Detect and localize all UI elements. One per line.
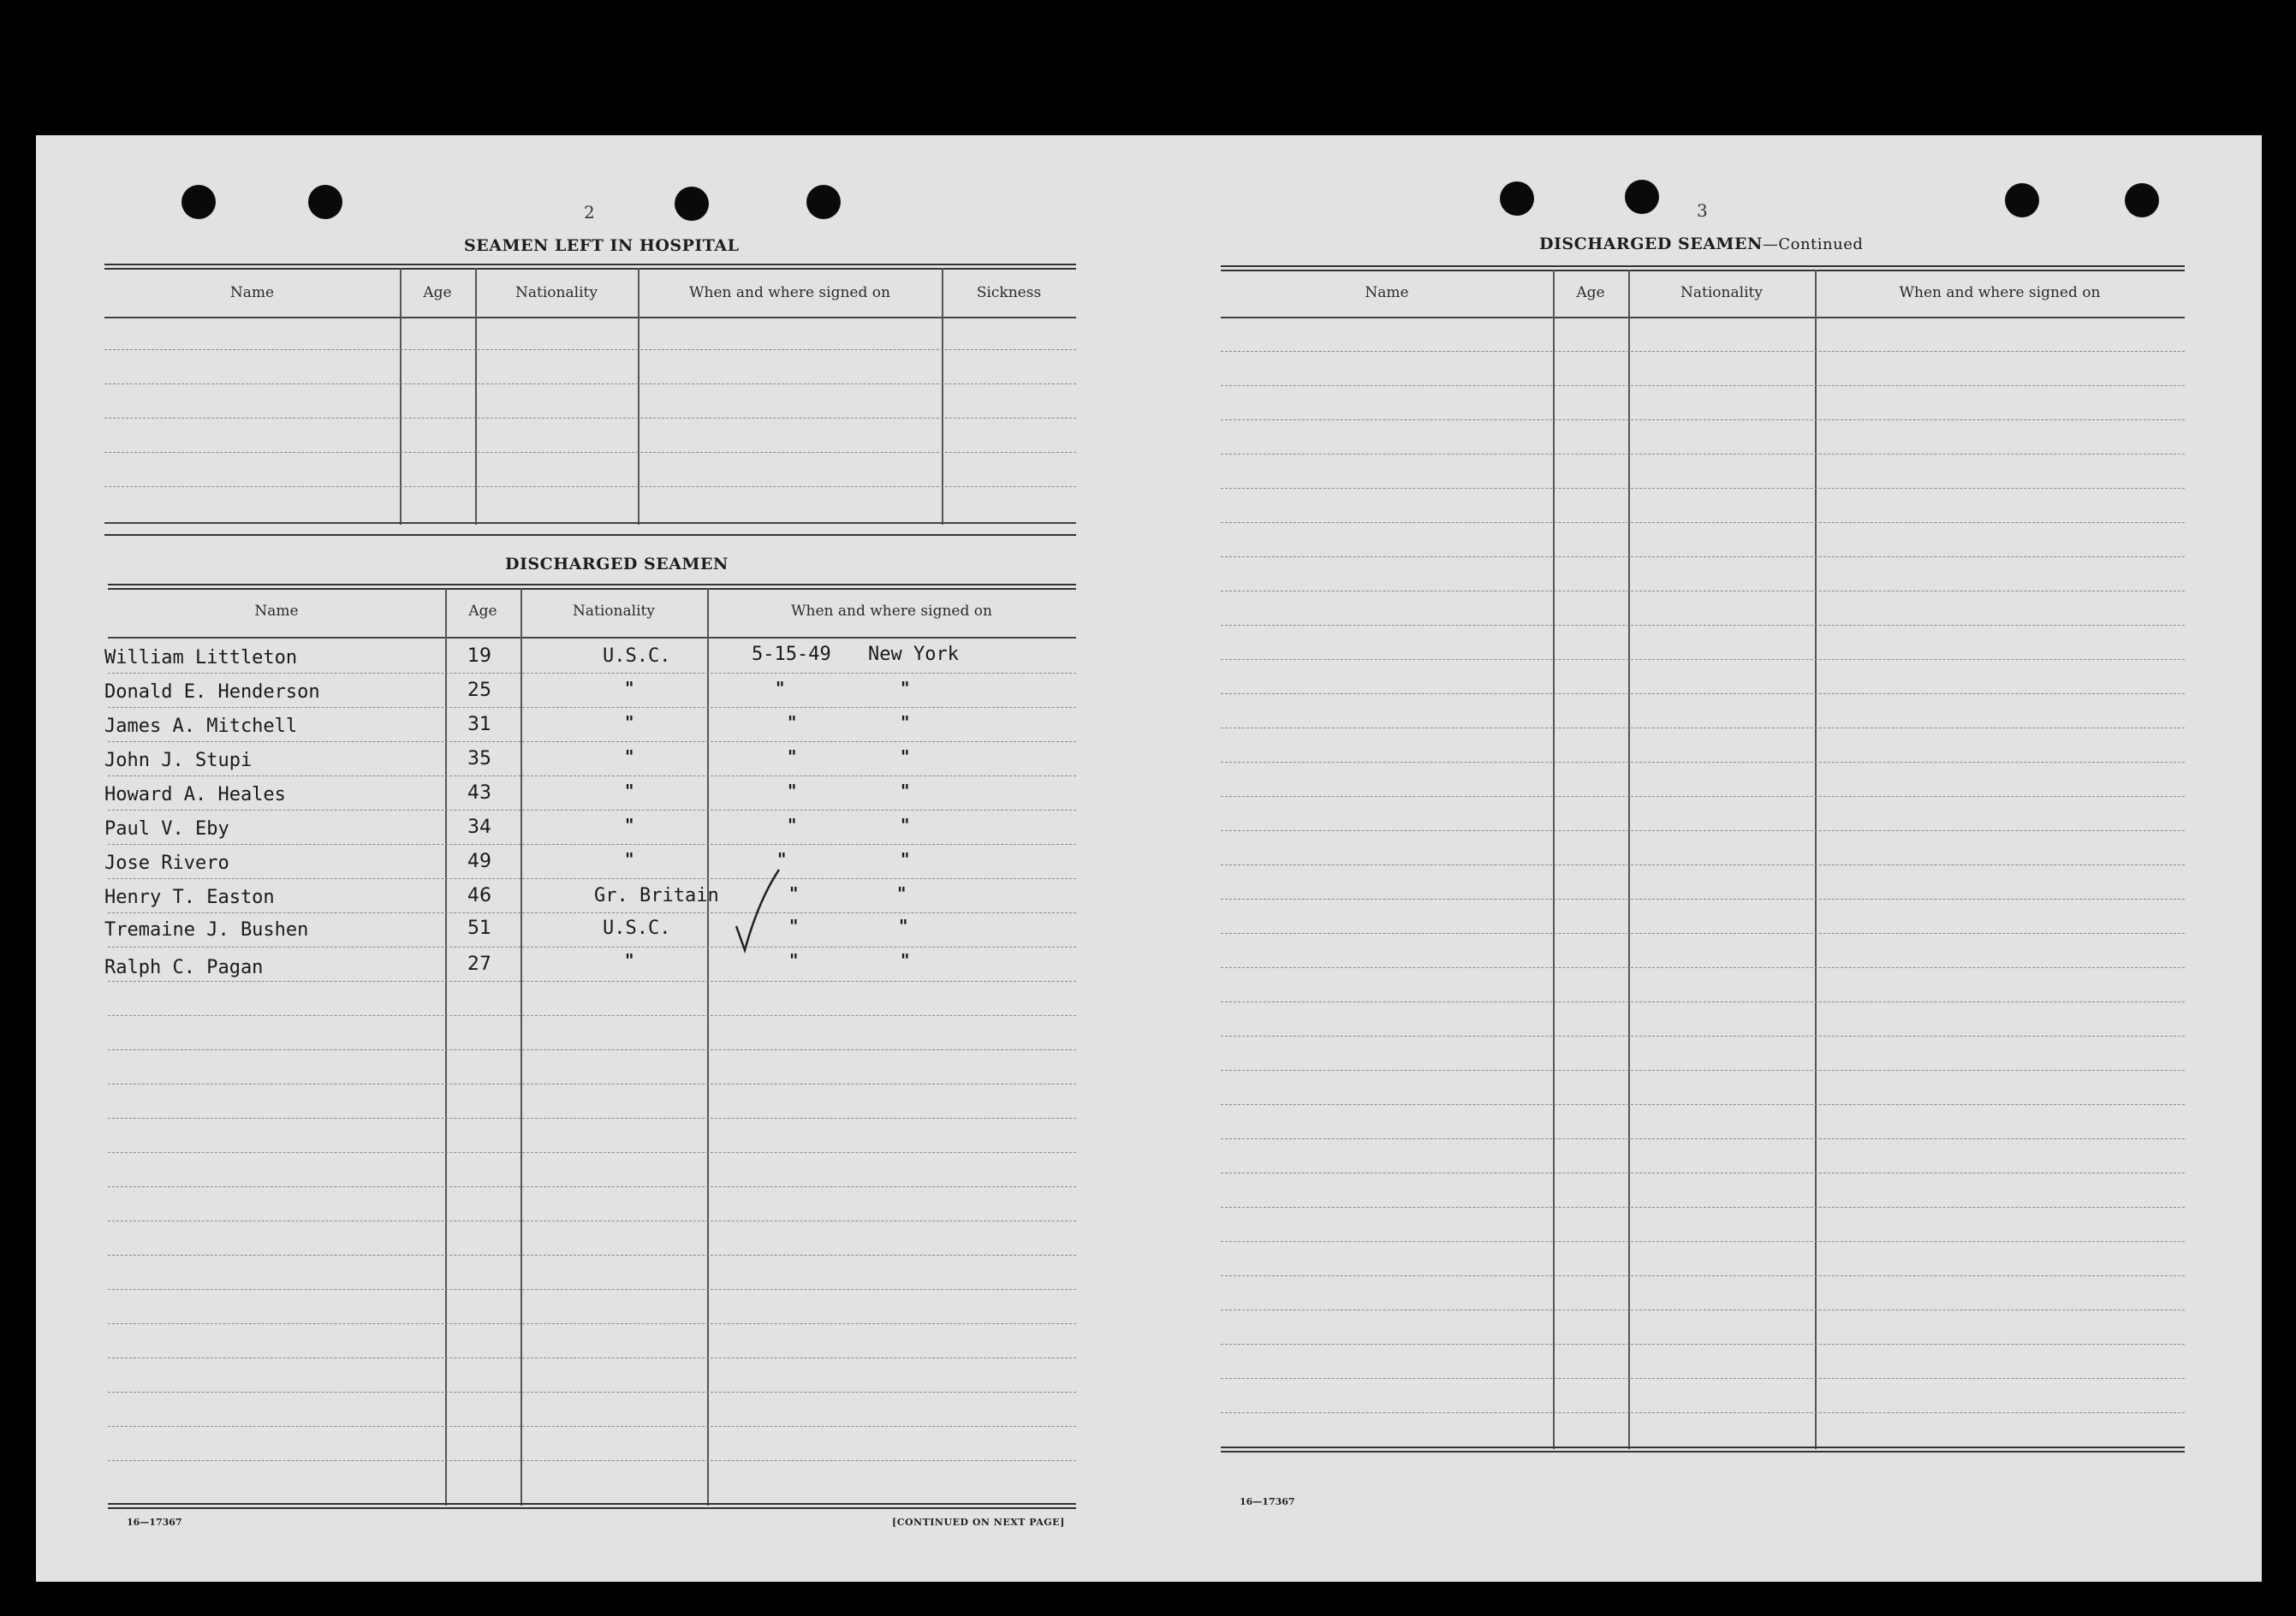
page-number: 3	[1697, 200, 1708, 221]
signed-on-date: "	[776, 678, 785, 698]
seaman-age: 25	[467, 680, 491, 701]
seaman-nationality: "	[625, 712, 634, 733]
title-main: DISCHARGED SEAMEN	[1539, 235, 1763, 253]
discharged-header-name: Name	[254, 603, 299, 620]
seaman-age: 34	[467, 817, 491, 838]
punch-hole	[308, 185, 342, 219]
hospital-header-signed-on: When and where signed on	[689, 284, 890, 301]
discharged-header-age: Age	[468, 603, 497, 620]
signed-on-place: "	[901, 781, 910, 801]
seaman-nationality: "	[625, 950, 634, 971]
seaman-age: 31	[467, 714, 491, 735]
seaman-age: 43	[467, 782, 491, 804]
title-continued: —Continued	[1762, 235, 1864, 253]
seaman-name: John J. Stupi	[104, 750, 253, 771]
seaman-name: Paul V. Eby	[104, 818, 229, 840]
signed-on-place: "	[901, 712, 910, 733]
signed-on-place: "	[901, 815, 910, 835]
discharged-table	[104, 584, 1076, 1525]
seaman-name: James A. Mitchell	[104, 716, 298, 737]
discharged-header-signed-on: When and where signed on	[791, 603, 992, 620]
signed-on-date: "	[788, 746, 797, 767]
seaman-name: Donald E. Henderson	[104, 681, 320, 703]
signed-on-date: "	[788, 712, 797, 733]
seaman-name: Jose Rivero	[104, 853, 229, 874]
seaman-age: 49	[467, 851, 491, 872]
seaman-nationality: Gr. Britain	[594, 885, 719, 906]
seaman-name: Tremaine J. Bushen	[104, 919, 309, 941]
seaman-name: William Littleton	[104, 647, 298, 668]
signed-on-date: 5-15-49	[752, 644, 831, 665]
page-3	[1149, 135, 2262, 1582]
seaman-nationality: "	[625, 746, 634, 767]
signed-on-place: "	[901, 849, 910, 870]
discharged-continued-table	[1221, 265, 2185, 1455]
cont-header-age: Age	[1576, 284, 1605, 301]
cont-header-nationality: Nationality	[1680, 284, 1763, 301]
hospital-header-sickness: Sickness	[976, 284, 1042, 301]
page-number: 2	[584, 202, 595, 223]
continued-note: [CONTINUED ON NEXT PAGE]	[892, 1517, 1065, 1528]
punch-hole	[2125, 183, 2159, 217]
seaman-nationality: "	[625, 849, 634, 870]
seaman-nationality: "	[625, 678, 634, 698]
punch-hole	[2005, 183, 2039, 217]
signed-on-place: "	[897, 883, 907, 904]
cont-header-name: Name	[1365, 284, 1409, 301]
signed-on-place: "	[901, 678, 910, 698]
seaman-nationality: U.S.C.	[603, 918, 671, 939]
check-mark-icon	[733, 866, 784, 960]
signed-on-date: "	[788, 815, 797, 835]
hospital-header-age: Age	[423, 284, 452, 301]
seaman-name: Ralph C. Pagan	[104, 957, 264, 978]
signed-on-place: "	[899, 916, 908, 936]
seaman-age: 27	[467, 954, 491, 975]
seaman-age: 46	[467, 885, 491, 906]
form-number: 16—17367	[1240, 1496, 1295, 1507]
seaman-age: 19	[467, 645, 491, 667]
hospital-section-title: SEAMEN LEFT IN HOSPITAL	[464, 236, 740, 255]
seaman-name: Henry T. Easton	[104, 887, 275, 908]
seaman-nationality: "	[625, 815, 634, 835]
discharged-header-nationality: Nationality	[573, 603, 655, 620]
signed-on-place: New York	[868, 644, 959, 665]
punch-hole	[181, 185, 216, 219]
seaman-nationality: U.S.C.	[603, 645, 671, 667]
signed-on-place: "	[901, 746, 910, 767]
seaman-name: Howard A. Heales	[104, 784, 286, 805]
signed-on-date: "	[789, 950, 799, 971]
signed-on-date: "	[777, 849, 787, 870]
signed-on-place: "	[901, 950, 910, 971]
signed-on-date: "	[789, 916, 799, 936]
discharged-section-title: DISCHARGED SEAMEN	[505, 555, 729, 573]
cont-header-signed-on: When and where signed on	[1899, 284, 2101, 301]
punch-hole	[1500, 181, 1534, 216]
document-sheet	[36, 135, 2262, 1582]
signed-on-date: "	[788, 781, 797, 801]
hospital-header-nationality: Nationality	[515, 284, 598, 301]
seaman-age: 35	[467, 748, 491, 769]
page-2	[36, 135, 1149, 1582]
discharged-continued-title	[1539, 235, 1863, 253]
form-number: 16—17367	[127, 1517, 182, 1528]
punch-hole	[1625, 180, 1659, 214]
punch-hole	[675, 187, 709, 221]
seaman-nationality: "	[625, 781, 634, 801]
signed-on-date: "	[789, 883, 799, 904]
hospital-header-name: Name	[229, 284, 275, 301]
punch-hole	[806, 185, 841, 219]
seaman-age: 51	[467, 918, 491, 939]
